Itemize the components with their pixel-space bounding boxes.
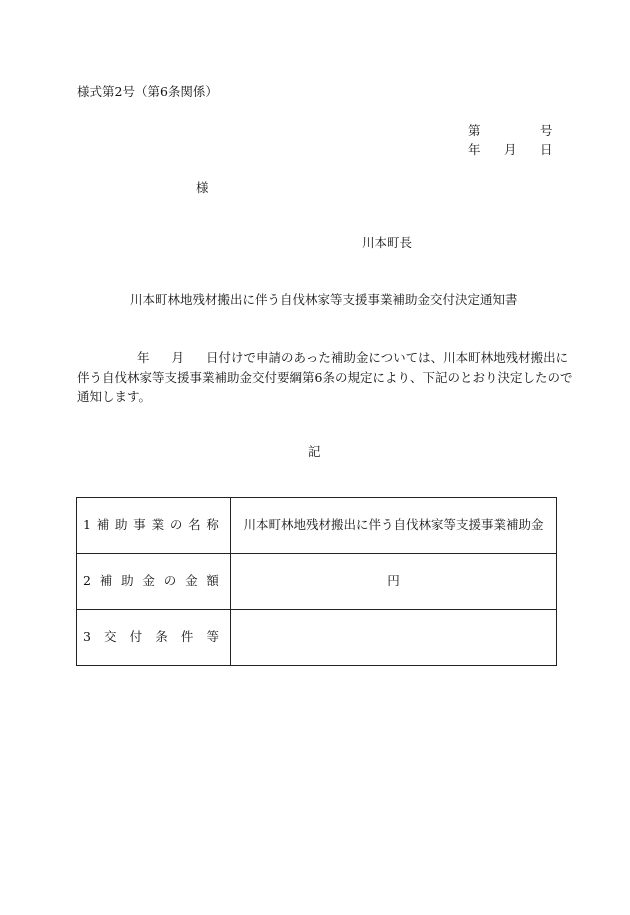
body-line-2: 伴う自伐林家等支援事業補助金交付要綱第6条の規定により、下記のとおり決定したので [77,369,573,385]
table-row-value [231,610,557,666]
recipient-honorific: 様 [196,180,209,195]
doc-number-label-go: 号 [540,123,553,138]
grant-detail-table [76,497,557,666]
label-char: 3 [83,629,91,645]
label-char: 額 [206,573,219,589]
table-row-label [77,554,231,610]
body-year-label: 年 [137,350,150,365]
label-char: 金 [185,573,198,589]
date-day-label: 日 [540,142,553,157]
label-char: 等 [206,629,219,645]
table-row-value: 川本町林地残材搬出に伴う自伐林家等支援事業補助金 [231,498,557,554]
label-char: 2 [83,573,91,589]
body-text [77,348,573,407]
label-char: 補 [99,573,113,589]
label-char: 交 [104,629,117,645]
body-line-1 [77,348,569,368]
label-char: 助 [121,573,134,589]
date-year-label: 年 [468,142,481,157]
ki-heading: 記 [308,444,321,459]
label-char: 1 [83,517,91,533]
label-char: 金 [142,573,155,589]
body-month-label: 月 [171,350,185,365]
grant-table-body [77,498,557,666]
label-char: の [169,517,183,533]
table-row-label [77,498,231,554]
body-line-3: 通知します。 [77,389,152,404]
label-char: 条 [155,629,168,645]
body-line-1-text: 日付けで申請のあった補助金については、川本町林地残材搬出に [206,350,569,365]
label-char: 名 [188,517,201,533]
date-month-label: 月 [504,142,517,157]
form-number: 様式第2号（第6条関係） [77,84,218,99]
label-char: の [163,573,177,589]
label-char: 事 [133,517,146,533]
table-row [77,610,557,666]
sender-name: 川本町長 [362,235,413,250]
label-char: 件 [180,629,194,645]
label-char: 業 [151,517,165,533]
document-title: 川本町林地残材搬出に伴う自伐林家等支援事業補助金交付決定通知書 [130,292,518,307]
table-row-label [77,610,231,666]
label-char: 付 [129,629,143,645]
table-row [77,498,557,554]
table-row [77,554,557,610]
table-row-value: 円 [231,554,557,610]
doc-number-label-dai: 第 [468,123,481,138]
label-char: 称 [206,517,219,533]
label-char: 補 [96,517,110,533]
label-char: 助 [115,517,128,533]
